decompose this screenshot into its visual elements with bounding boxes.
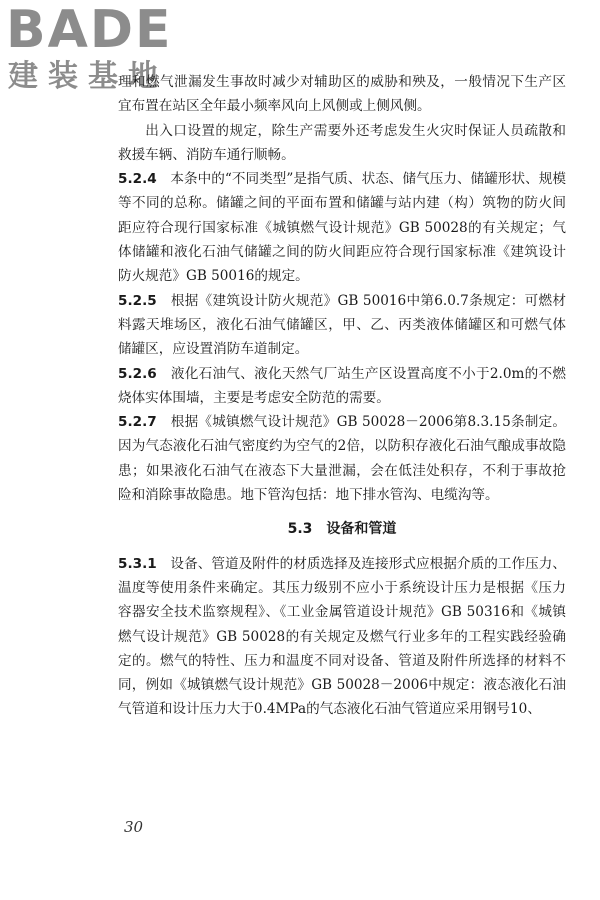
clause-text: 设备、管道及附件的材质选择及连接形式应根据介质的工作压力、温度等使用条件来确定。其压力级别不应小于系统设计压力是根据《压力容器安全技术监察规程》、《工业金属管道设计规范》GB 50316和《城镇燃气设计规范》GB 50028的有关规定及燃气行业多年的工程实践经验确定的。燃气的特性、压力和温度不同对设备、管道及附件所选择的材料不同，例如《城镇燃气设计规范》GB 50028－2006中规定：液态液化石油气管道和设计压力大于0.4MPa的气态液化石油气管道应采用钢号10、 xyxy=(118,555,567,718)
watermark-brand: BADE xyxy=(6,0,173,60)
page-number: 30 xyxy=(124,818,144,836)
clause-text: 根据《建筑设计防火规范》GB 50016中第6.0.7条规定：可燃材料露天堆场区，液化石油气储罐区，甲、乙、丙类液体储罐区和可燃气体储罐区，应设置消防车道制定。 xyxy=(118,292,566,358)
clause-number: 5.2.6 xyxy=(118,365,157,382)
section-heading: 5.3 设备和管道 xyxy=(287,521,397,538)
document-body xyxy=(118,70,566,722)
clause-text: 本条中的“不同类型”是指气质、状态、储气压力、储罐形状、规模等不同的总称。储罐之间的平面布置和储罐与站内建（构）筑物的防火间距应符合现行国家标准《城镇燃气设计规范》GB 50028的有关规定；气体储罐和液化石油气储罐之间的防火间距应符合现行国家标准《建筑设计防火规范》GB 50016的规定。 xyxy=(118,171,566,285)
paragraph: 出入口设置的规定，除生产需要外还考虑发生火灾时保证人员疏散和救援车辆、消防车通行顺畅。 xyxy=(118,122,566,163)
clause-text: 根据《城镇燃气设计规范》GB 50028－2006第8.3.15条制定。因为气态液化石油气密度约为空气的2倍，以防积存液化石油气酿成事故隐患；如果液化石油气在液态下大量泄漏，会在低洼处积存，不利于事故抢险和消除事故隐患。地下管沟包括：地下排水管沟、电缆沟等。 xyxy=(118,414,566,504)
clause-number: 5.3.1 xyxy=(118,555,157,572)
clause-5-2-5 xyxy=(118,289,566,362)
clause-text: 液化石油气、液化天然气厂站生产区设置高度不小于2.0m的不燃烧体实体围墙，主要是考虑安全防范的需要。 xyxy=(118,365,567,406)
clause-number: 5.2.4 xyxy=(118,171,157,188)
paragraph: 理和燃气泄漏发生事故时减少对辅助区的威胁和殃及，一般情况下生产区宜布置在站区全年最小频率风向上风侧或上侧风侧。 xyxy=(118,74,566,115)
clause-number: 5.2.7 xyxy=(118,414,157,431)
clause-5-2-4 xyxy=(118,167,566,288)
watermark-subtitle: 建装基地 xyxy=(8,59,168,94)
clause-5-2-6 xyxy=(118,362,566,411)
clause-number: 5.2.5 xyxy=(118,292,157,309)
clause-5-2-7 xyxy=(118,410,566,507)
clause-5-3-1 xyxy=(118,552,566,722)
